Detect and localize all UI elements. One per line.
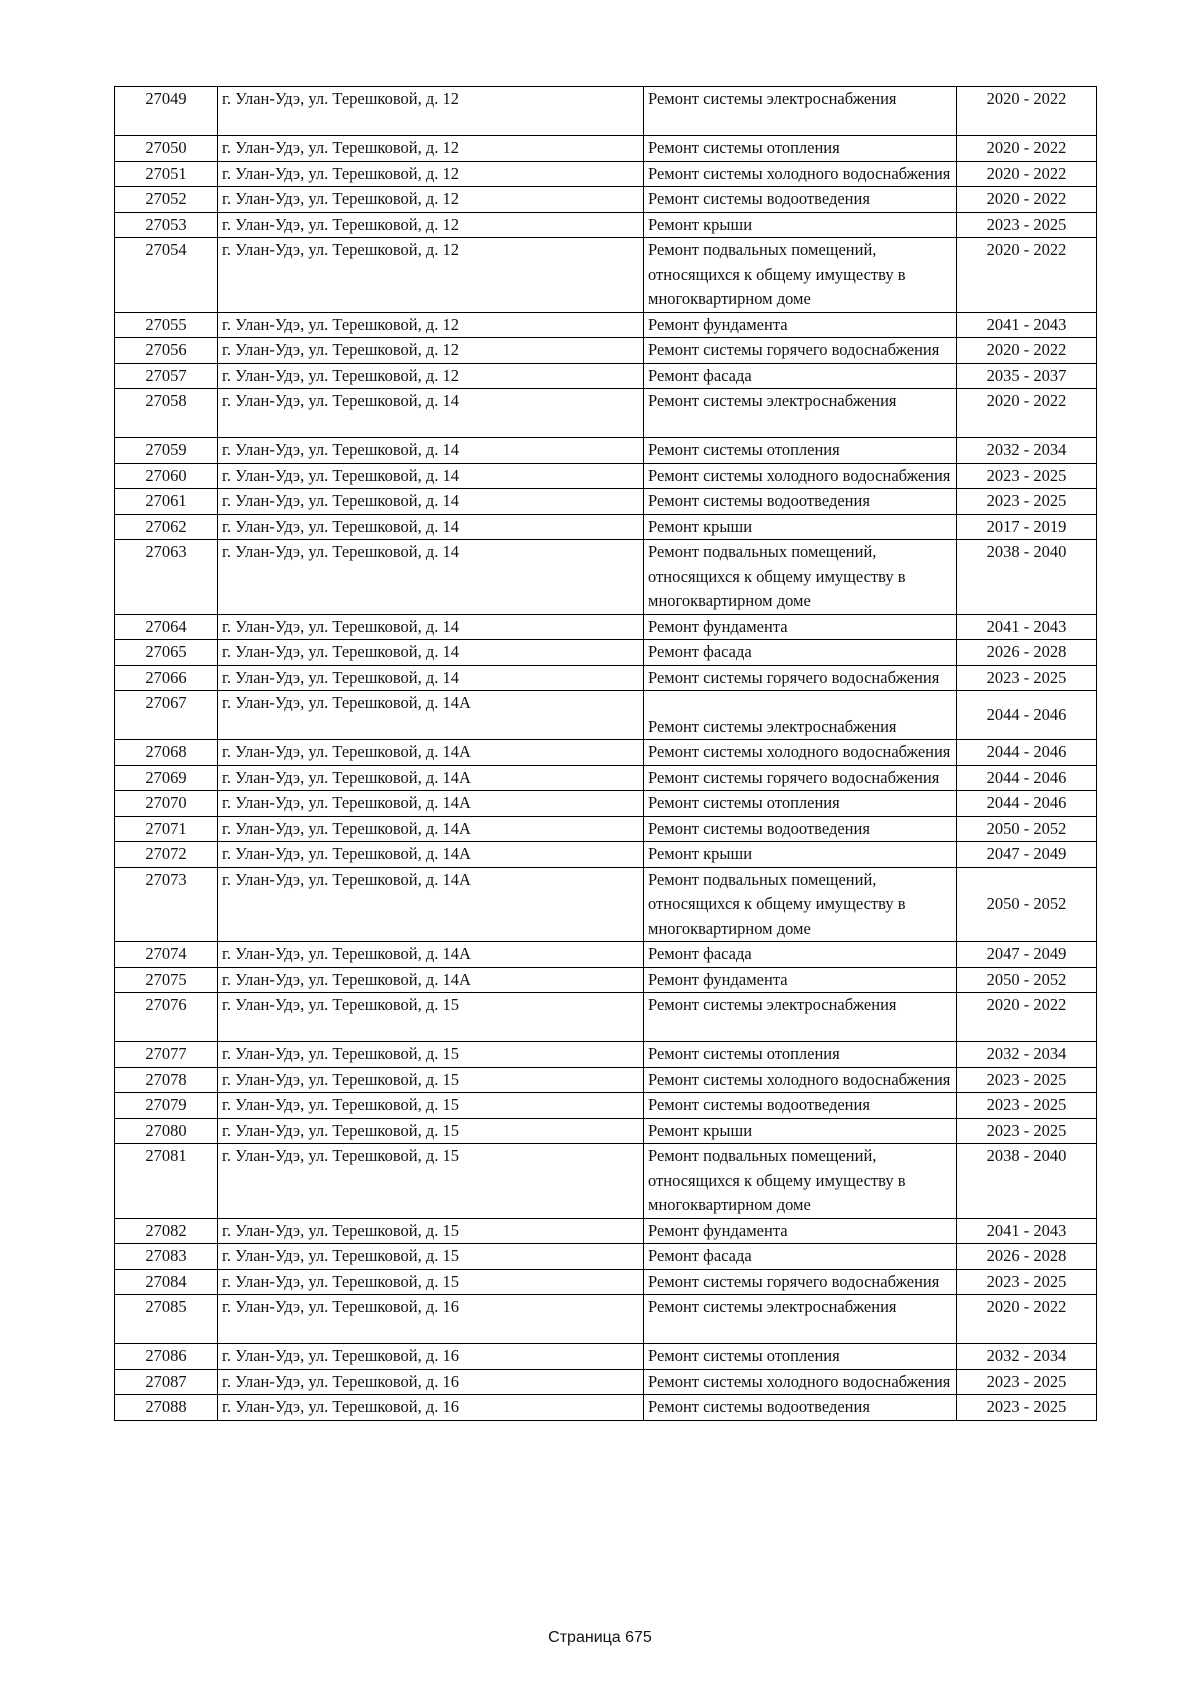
work-type-cell: Ремонт фундамента bbox=[644, 1218, 957, 1244]
record-id-cell: 27068 bbox=[115, 740, 218, 766]
period-cell: 2020 - 2022 bbox=[957, 161, 1097, 187]
record-id-cell: 27053 bbox=[115, 212, 218, 238]
table-row bbox=[115, 238, 1097, 313]
period-cell: 2020 - 2022 bbox=[957, 993, 1097, 1042]
period-cell: 2041 - 2043 bbox=[957, 312, 1097, 338]
period-cell: 2035 - 2037 bbox=[957, 363, 1097, 389]
work-type-cell: Ремонт системы холодного водоснабжения bbox=[644, 463, 957, 489]
record-id-cell: 27052 bbox=[115, 187, 218, 213]
work-type-cell: Ремонт системы электроснабжения bbox=[644, 691, 957, 740]
record-id-cell: 27070 bbox=[115, 791, 218, 817]
work-type-cell: Ремонт подвальных помещений, относящихся к общему имуществу в многоквартирном доме bbox=[644, 540, 957, 615]
record-id-cell: 27086 bbox=[115, 1344, 218, 1370]
work-type-cell: Ремонт системы водоотведения bbox=[644, 1395, 957, 1421]
period-cell: 2044 - 2046 bbox=[957, 791, 1097, 817]
record-id-cell: 27059 bbox=[115, 438, 218, 464]
record-id-cell: 27062 bbox=[115, 514, 218, 540]
address-cell: г. Улан-Удэ, ул. Терешковой, д. 12 bbox=[218, 87, 644, 136]
table-row bbox=[115, 389, 1097, 438]
address-cell: г. Улан-Удэ, ул. Терешковой, д. 15 bbox=[218, 1042, 644, 1068]
work-type-cell: Ремонт системы горячего водоснабжения bbox=[644, 665, 957, 691]
table-row bbox=[115, 1244, 1097, 1270]
period-cell: 2020 - 2022 bbox=[957, 338, 1097, 364]
record-id-cell: 27082 bbox=[115, 1218, 218, 1244]
period-cell: 2050 - 2052 bbox=[957, 867, 1097, 942]
table-row bbox=[115, 665, 1097, 691]
work-type-cell: Ремонт фасада bbox=[644, 1244, 957, 1270]
record-id-cell: 27073 bbox=[115, 867, 218, 942]
work-type-cell: Ремонт системы водоотведения bbox=[644, 816, 957, 842]
record-id-cell: 27050 bbox=[115, 136, 218, 162]
table-row bbox=[115, 765, 1097, 791]
period-cell: 2020 - 2022 bbox=[957, 87, 1097, 136]
period-cell: 2017 - 2019 bbox=[957, 514, 1097, 540]
work-type-cell: Ремонт системы электроснабжения bbox=[644, 993, 957, 1042]
record-id-cell: 27076 bbox=[115, 993, 218, 1042]
work-type-cell: Ремонт системы горячего водоснабжения bbox=[644, 1269, 957, 1295]
table-row bbox=[115, 640, 1097, 666]
table-row bbox=[115, 187, 1097, 213]
work-type-cell: Ремонт подвальных помещений, относящихся к общему имуществу в многоквартирном доме bbox=[644, 238, 957, 313]
period-cell: 2023 - 2025 bbox=[957, 463, 1097, 489]
table-row bbox=[115, 87, 1097, 136]
work-type-cell: Ремонт системы холодного водоснабжения bbox=[644, 1067, 957, 1093]
work-type-cell: Ремонт системы электроснабжения bbox=[644, 87, 957, 136]
work-type-cell: Ремонт системы холодного водоснабжения bbox=[644, 740, 957, 766]
record-id-cell: 27079 bbox=[115, 1093, 218, 1119]
address-cell: г. Улан-Удэ, ул. Терешковой, д. 14А bbox=[218, 816, 644, 842]
period-cell: 2023 - 2025 bbox=[957, 1269, 1097, 1295]
address-cell: г. Улан-Удэ, ул. Терешковой, д. 14А bbox=[218, 791, 644, 817]
record-id-cell: 27065 bbox=[115, 640, 218, 666]
record-id-cell: 27088 bbox=[115, 1395, 218, 1421]
table-row bbox=[115, 1144, 1097, 1219]
period-cell: 2047 - 2049 bbox=[957, 942, 1097, 968]
address-cell: г. Улан-Удэ, ул. Терешковой, д. 15 bbox=[218, 1269, 644, 1295]
period-cell: 2038 - 2040 bbox=[957, 1144, 1097, 1219]
address-cell: г. Улан-Удэ, ул. Терешковой, д. 14 bbox=[218, 489, 644, 515]
work-type-cell: Ремонт системы отопления bbox=[644, 136, 957, 162]
table-body bbox=[115, 87, 1097, 1421]
period-cell: 2020 - 2022 bbox=[957, 1295, 1097, 1344]
period-cell: 2023 - 2025 bbox=[957, 212, 1097, 238]
work-type-cell: Ремонт подвальных помещений, относящихся к общему имуществу в многоквартирном доме bbox=[644, 867, 957, 942]
period-cell: 2023 - 2025 bbox=[957, 1369, 1097, 1395]
address-cell: г. Улан-Удэ, ул. Терешковой, д. 12 bbox=[218, 161, 644, 187]
table-row bbox=[115, 363, 1097, 389]
work-type-cell: Ремонт крыши bbox=[644, 842, 957, 868]
address-cell: г. Улан-Удэ, ул. Терешковой, д. 14А bbox=[218, 967, 644, 993]
address-cell: г. Улан-Удэ, ул. Терешковой, д. 15 bbox=[218, 993, 644, 1042]
period-cell: 2026 - 2028 bbox=[957, 1244, 1097, 1270]
table-row bbox=[115, 338, 1097, 364]
period-cell: 2023 - 2025 bbox=[957, 1093, 1097, 1119]
period-cell: 2020 - 2022 bbox=[957, 136, 1097, 162]
record-id-cell: 27063 bbox=[115, 540, 218, 615]
work-type-cell: Ремонт системы отопления bbox=[644, 438, 957, 464]
period-cell: 2050 - 2052 bbox=[957, 816, 1097, 842]
address-cell: г. Улан-Удэ, ул. Терешковой, д. 12 bbox=[218, 338, 644, 364]
address-cell: г. Улан-Удэ, ул. Терешковой, д. 15 bbox=[218, 1118, 644, 1144]
table-row bbox=[115, 312, 1097, 338]
period-cell: 2032 - 2034 bbox=[957, 1344, 1097, 1370]
work-type-cell: Ремонт системы отопления bbox=[644, 791, 957, 817]
address-cell: г. Улан-Удэ, ул. Терешковой, д. 14 bbox=[218, 463, 644, 489]
repair-schedule-table bbox=[114, 86, 1097, 1421]
work-type-cell: Ремонт крыши bbox=[644, 212, 957, 238]
address-cell: г. Улан-Удэ, ул. Терешковой, д. 14А bbox=[218, 740, 644, 766]
period-cell: 2041 - 2043 bbox=[957, 1218, 1097, 1244]
table-row bbox=[115, 514, 1097, 540]
period-cell: 2047 - 2049 bbox=[957, 842, 1097, 868]
address-cell: г. Улан-Удэ, ул. Терешковой, д. 16 bbox=[218, 1344, 644, 1370]
record-id-cell: 27083 bbox=[115, 1244, 218, 1270]
table-row bbox=[115, 1118, 1097, 1144]
page-number: Страница 675 bbox=[548, 1629, 652, 1646]
period-cell: 2020 - 2022 bbox=[957, 238, 1097, 313]
record-id-cell: 27054 bbox=[115, 238, 218, 313]
work-type-cell: Ремонт фундамента bbox=[644, 312, 957, 338]
work-type-cell: Ремонт системы горячего водоснабжения bbox=[644, 765, 957, 791]
work-type-cell: Ремонт фасада bbox=[644, 640, 957, 666]
table-row bbox=[115, 942, 1097, 968]
record-id-cell: 27064 bbox=[115, 614, 218, 640]
record-id-cell: 27077 bbox=[115, 1042, 218, 1068]
address-cell: г. Улан-Удэ, ул. Терешковой, д. 14А bbox=[218, 842, 644, 868]
period-cell: 2026 - 2028 bbox=[957, 640, 1097, 666]
work-type-cell: Ремонт системы холодного водоснабжения bbox=[644, 161, 957, 187]
address-cell: г. Улан-Удэ, ул. Терешковой, д. 15 bbox=[218, 1244, 644, 1270]
address-cell: г. Улан-Удэ, ул. Терешковой, д. 14 bbox=[218, 640, 644, 666]
table-row bbox=[115, 691, 1097, 740]
period-cell: 2023 - 2025 bbox=[957, 665, 1097, 691]
address-cell: г. Улан-Удэ, ул. Терешковой, д. 14 bbox=[218, 514, 644, 540]
address-cell: г. Улан-Удэ, ул. Терешковой, д. 14 bbox=[218, 614, 644, 640]
work-type-cell: Ремонт системы электроснабжения bbox=[644, 389, 957, 438]
record-id-cell: 27057 bbox=[115, 363, 218, 389]
period-cell: 2032 - 2034 bbox=[957, 438, 1097, 464]
address-cell: г. Улан-Удэ, ул. Терешковой, д. 16 bbox=[218, 1369, 644, 1395]
work-type-cell: Ремонт крыши bbox=[644, 1118, 957, 1144]
table-row bbox=[115, 740, 1097, 766]
address-cell: г. Улан-Удэ, ул. Терешковой, д. 16 bbox=[218, 1295, 644, 1344]
record-id-cell: 27058 bbox=[115, 389, 218, 438]
record-id-cell: 27051 bbox=[115, 161, 218, 187]
table-row bbox=[115, 540, 1097, 615]
address-cell: г. Улан-Удэ, ул. Терешковой, д. 14А bbox=[218, 942, 644, 968]
period-cell: 2044 - 2046 bbox=[957, 691, 1097, 740]
table-row bbox=[115, 816, 1097, 842]
record-id-cell: 27074 bbox=[115, 942, 218, 968]
period-cell: 2023 - 2025 bbox=[957, 1118, 1097, 1144]
table-row bbox=[115, 489, 1097, 515]
work-type-cell: Ремонт подвальных помещений, относящихся к общему имуществу в многоквартирном доме bbox=[644, 1144, 957, 1219]
work-type-cell: Ремонт системы водоотведения bbox=[644, 1093, 957, 1119]
record-id-cell: 27061 bbox=[115, 489, 218, 515]
record-id-cell: 27049 bbox=[115, 87, 218, 136]
record-id-cell: 27087 bbox=[115, 1369, 218, 1395]
address-cell: г. Улан-Удэ, ул. Терешковой, д. 12 bbox=[218, 187, 644, 213]
table-row bbox=[115, 867, 1097, 942]
address-cell: г. Улан-Удэ, ул. Терешковой, д. 12 bbox=[218, 363, 644, 389]
address-cell: г. Улан-Удэ, ул. Терешковой, д. 14 bbox=[218, 438, 644, 464]
work-type-cell: Ремонт системы отопления bbox=[644, 1344, 957, 1370]
table-row bbox=[115, 1295, 1097, 1344]
table-row bbox=[115, 161, 1097, 187]
address-cell: г. Улан-Удэ, ул. Терешковой, д. 15 bbox=[218, 1067, 644, 1093]
period-cell: 2038 - 2040 bbox=[957, 540, 1097, 615]
address-cell: г. Улан-Удэ, ул. Терешковой, д. 15 bbox=[218, 1218, 644, 1244]
address-cell: г. Улан-Удэ, ул. Терешковой, д. 12 bbox=[218, 212, 644, 238]
record-id-cell: 27085 bbox=[115, 1295, 218, 1344]
period-cell: 2032 - 2034 bbox=[957, 1042, 1097, 1068]
work-type-cell: Ремонт системы электроснабжения bbox=[644, 1295, 957, 1344]
address-cell: г. Улан-Удэ, ул. Терешковой, д. 12 bbox=[218, 238, 644, 313]
table-row bbox=[115, 1369, 1097, 1395]
table-row bbox=[115, 967, 1097, 993]
table-row bbox=[115, 1344, 1097, 1370]
address-cell: г. Улан-Удэ, ул. Терешковой, д. 14 bbox=[218, 389, 644, 438]
table-row bbox=[115, 1093, 1097, 1119]
table-row bbox=[115, 993, 1097, 1042]
table-row bbox=[115, 1269, 1097, 1295]
period-cell: 2023 - 2025 bbox=[957, 489, 1097, 515]
address-cell: г. Улан-Удэ, ул. Терешковой, д. 14А bbox=[218, 867, 644, 942]
record-id-cell: 27066 bbox=[115, 665, 218, 691]
record-id-cell: 27080 bbox=[115, 1118, 218, 1144]
record-id-cell: 27067 bbox=[115, 691, 218, 740]
work-type-cell: Ремонт фасада bbox=[644, 363, 957, 389]
period-cell: 2020 - 2022 bbox=[957, 187, 1097, 213]
table-row bbox=[115, 212, 1097, 238]
record-id-cell: 27055 bbox=[115, 312, 218, 338]
table-row bbox=[115, 614, 1097, 640]
period-cell: 2044 - 2046 bbox=[957, 740, 1097, 766]
record-id-cell: 27081 bbox=[115, 1144, 218, 1219]
address-cell: г. Улан-Удэ, ул. Терешковой, д. 12 bbox=[218, 136, 644, 162]
address-cell: г. Улан-Удэ, ул. Терешковой, д. 14 bbox=[218, 665, 644, 691]
period-cell: 2020 - 2022 bbox=[957, 389, 1097, 438]
record-id-cell: 27069 bbox=[115, 765, 218, 791]
work-type-cell: Ремонт фундамента bbox=[644, 614, 957, 640]
work-type-cell: Ремонт системы горячего водоснабжения bbox=[644, 338, 957, 364]
work-type-cell: Ремонт системы отопления bbox=[644, 1042, 957, 1068]
work-type-cell: Ремонт фундамента bbox=[644, 967, 957, 993]
record-id-cell: 27078 bbox=[115, 1067, 218, 1093]
address-cell: г. Улан-Удэ, ул. Терешковой, д. 12 bbox=[218, 312, 644, 338]
work-type-cell: Ремонт крыши bbox=[644, 514, 957, 540]
work-type-cell: Ремонт фасада bbox=[644, 942, 957, 968]
address-cell: г. Улан-Удэ, ул. Терешковой, д. 15 bbox=[218, 1093, 644, 1119]
table-row bbox=[115, 842, 1097, 868]
period-cell: 2050 - 2052 bbox=[957, 967, 1097, 993]
address-cell: г. Улан-Удэ, ул. Терешковой, д. 14 bbox=[218, 540, 644, 615]
period-cell: 2023 - 2025 bbox=[957, 1395, 1097, 1421]
record-id-cell: 27060 bbox=[115, 463, 218, 489]
period-cell: 2023 - 2025 bbox=[957, 1067, 1097, 1093]
address-cell: г. Улан-Удэ, ул. Терешковой, д. 14А bbox=[218, 765, 644, 791]
address-cell: г. Улан-Удэ, ул. Терешковой, д. 14А bbox=[218, 691, 644, 740]
table-row bbox=[115, 791, 1097, 817]
table-row bbox=[115, 1067, 1097, 1093]
record-id-cell: 27071 bbox=[115, 816, 218, 842]
record-id-cell: 27084 bbox=[115, 1269, 218, 1295]
table-row bbox=[115, 136, 1097, 162]
table-row bbox=[115, 1042, 1097, 1068]
work-type-cell: Ремонт системы водоотведения bbox=[644, 187, 957, 213]
table-row bbox=[115, 463, 1097, 489]
table-row bbox=[115, 1395, 1097, 1421]
work-type-cell: Ремонт системы холодного водоснабжения bbox=[644, 1369, 957, 1395]
address-cell: г. Улан-Удэ, ул. Терешковой, д. 16 bbox=[218, 1395, 644, 1421]
period-cell: 2041 - 2043 bbox=[957, 614, 1097, 640]
work-type-cell: Ремонт системы водоотведения bbox=[644, 489, 957, 515]
table-row bbox=[115, 1218, 1097, 1244]
record-id-cell: 27056 bbox=[115, 338, 218, 364]
period-cell: 2044 - 2046 bbox=[957, 765, 1097, 791]
address-cell: г. Улан-Удэ, ул. Терешковой, д. 15 bbox=[218, 1144, 644, 1219]
table-row bbox=[115, 438, 1097, 464]
record-id-cell: 27075 bbox=[115, 967, 218, 993]
record-id-cell: 27072 bbox=[115, 842, 218, 868]
